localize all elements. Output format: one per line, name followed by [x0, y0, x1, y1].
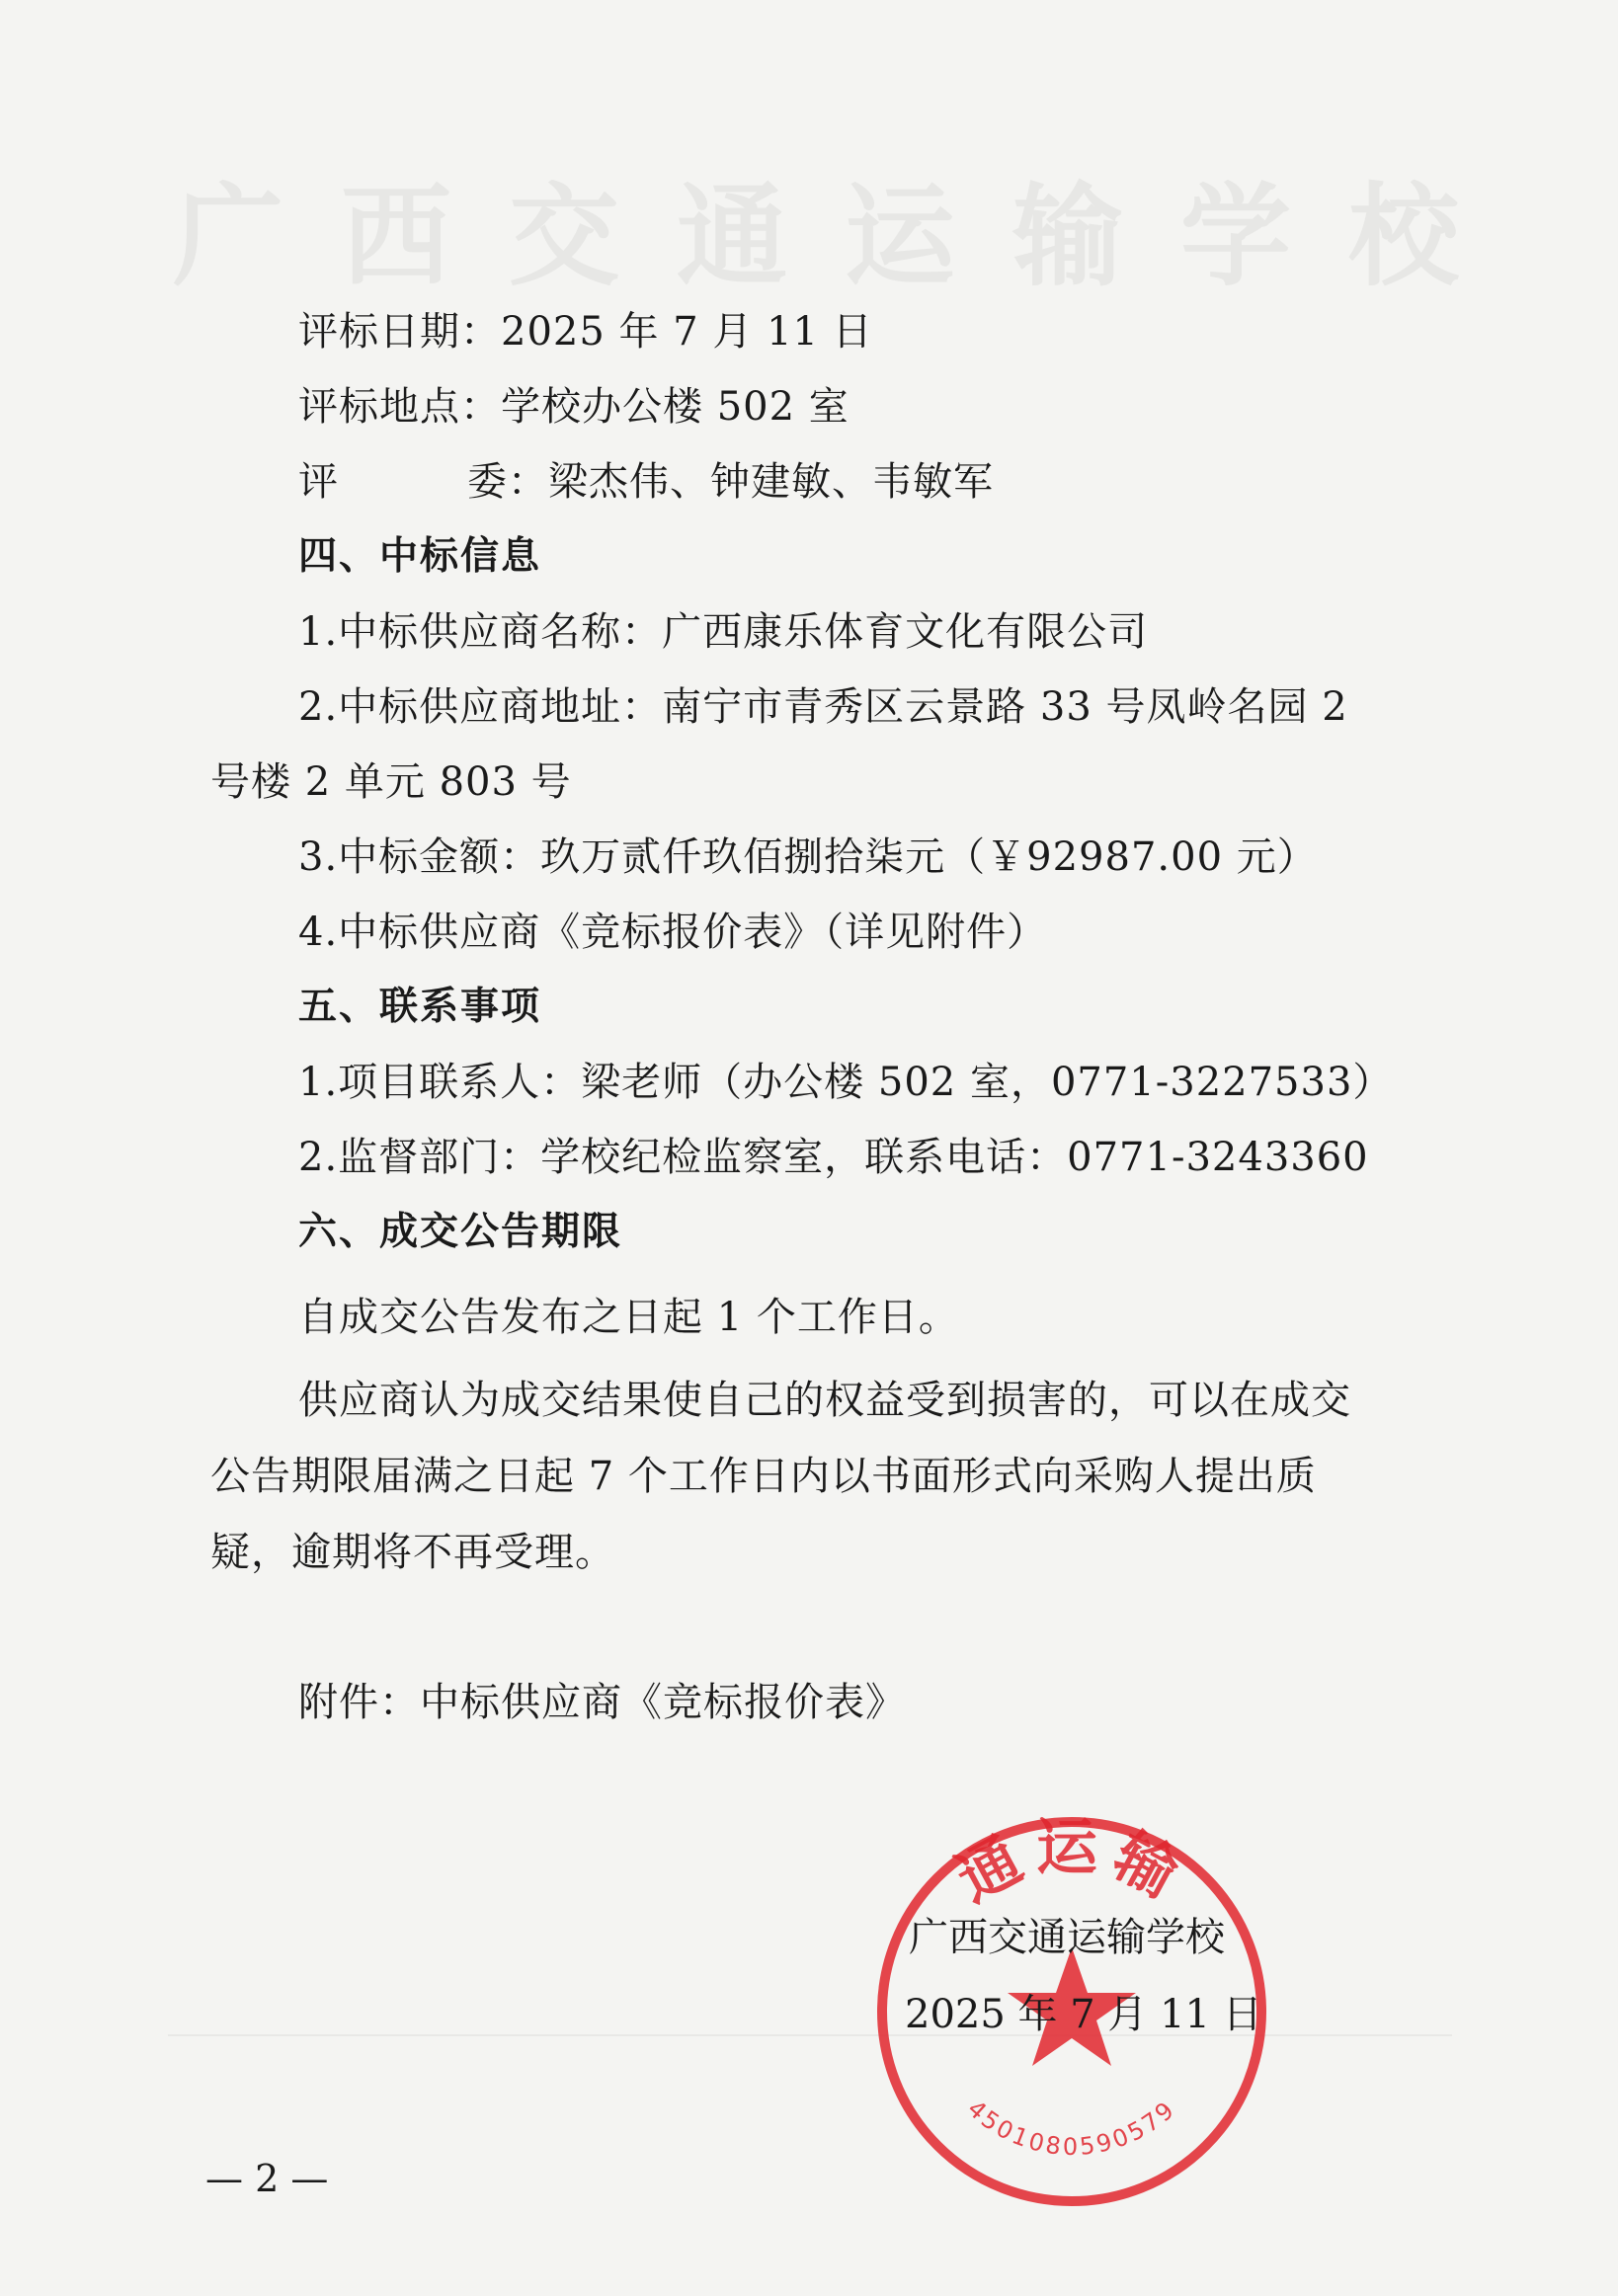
seal-code-text: 4501080590579 [961, 2095, 1182, 2161]
review-place-value: 学校办公楼 502 室 [501, 384, 849, 430]
seal-top-text: 通运输 [944, 1811, 1199, 1916]
review-place-label: 评标地点： [298, 384, 501, 430]
page-number: — 2 — [205, 2157, 329, 2200]
committee-line [298, 452, 994, 512]
review-date-line [298, 302, 873, 361]
section5-heading: 五、联系事项 [298, 985, 542, 1029]
signature-org: 广西交通运输学校 [909, 1915, 1225, 1960]
section6-para1: 自成交公告发布之日起 1 个工作日。 [298, 1295, 959, 1340]
section4-item4: 4.中标供应商《竞标报价表》（详见附件） [298, 910, 1048, 955]
section4-item3: 3.中标金额：玖万贰仟玖佰捌拾柒元（￥92987.00 元） [298, 834, 1318, 880]
section6-para2-line3: 疑，逾期将不再受理。 [210, 1530, 615, 1575]
section4-item2-line1: 2.中标供应商地址：南宁市青秀区云景路 33 号凤岭名园 2 [298, 684, 1348, 730]
section5-item1: 1.项目联系人：梁老师（办公楼 502 室，0771-3227533） [298, 1060, 1394, 1105]
bleed-through-letterhead: 广西交通运输学校 [173, 172, 1516, 301]
attachment-line: 附件：中标供应商《竞标报价表》 [298, 1680, 906, 1725]
section6-heading: 六、成交公告期限 [298, 1210, 623, 1254]
review-date-value: 2025 年 7 月 11 日 [501, 309, 873, 355]
svg-text:4501080590579 [962, 2095, 1181, 2161]
section4-item1: 1.中标供应商名称：广西康乐体育文化有限公司 [298, 609, 1149, 655]
committee-label-first: 评 [298, 459, 339, 505]
svg-text:通运输 [945, 1811, 1199, 1916]
committee-label-second: 委： [467, 459, 548, 505]
section4-item2-line2: 号楼 2 单元 803 号 [210, 759, 572, 805]
section5-item2: 2.监督部门：学校纪检监察室，联系电话：0771-3243360 [298, 1135, 1369, 1180]
review-date-label: 评标日期： [298, 309, 501, 355]
section6-para2-line2: 公告期限届满之日起 7 个工作日内以书面形式向采购人提出质 [210, 1454, 1317, 1499]
section4-heading: 四、中标信息 [298, 534, 542, 579]
section6-para2-line1: 供应商认为成交结果使自己的权益受到损害的，可以在成交 [298, 1378, 1351, 1423]
committee-value: 梁杰伟、钟建敏、韦敏军 [548, 459, 994, 505]
review-place-line [298, 377, 849, 436]
signature-date: 2025 年 7 月 11 日 [905, 1992, 1262, 2037]
